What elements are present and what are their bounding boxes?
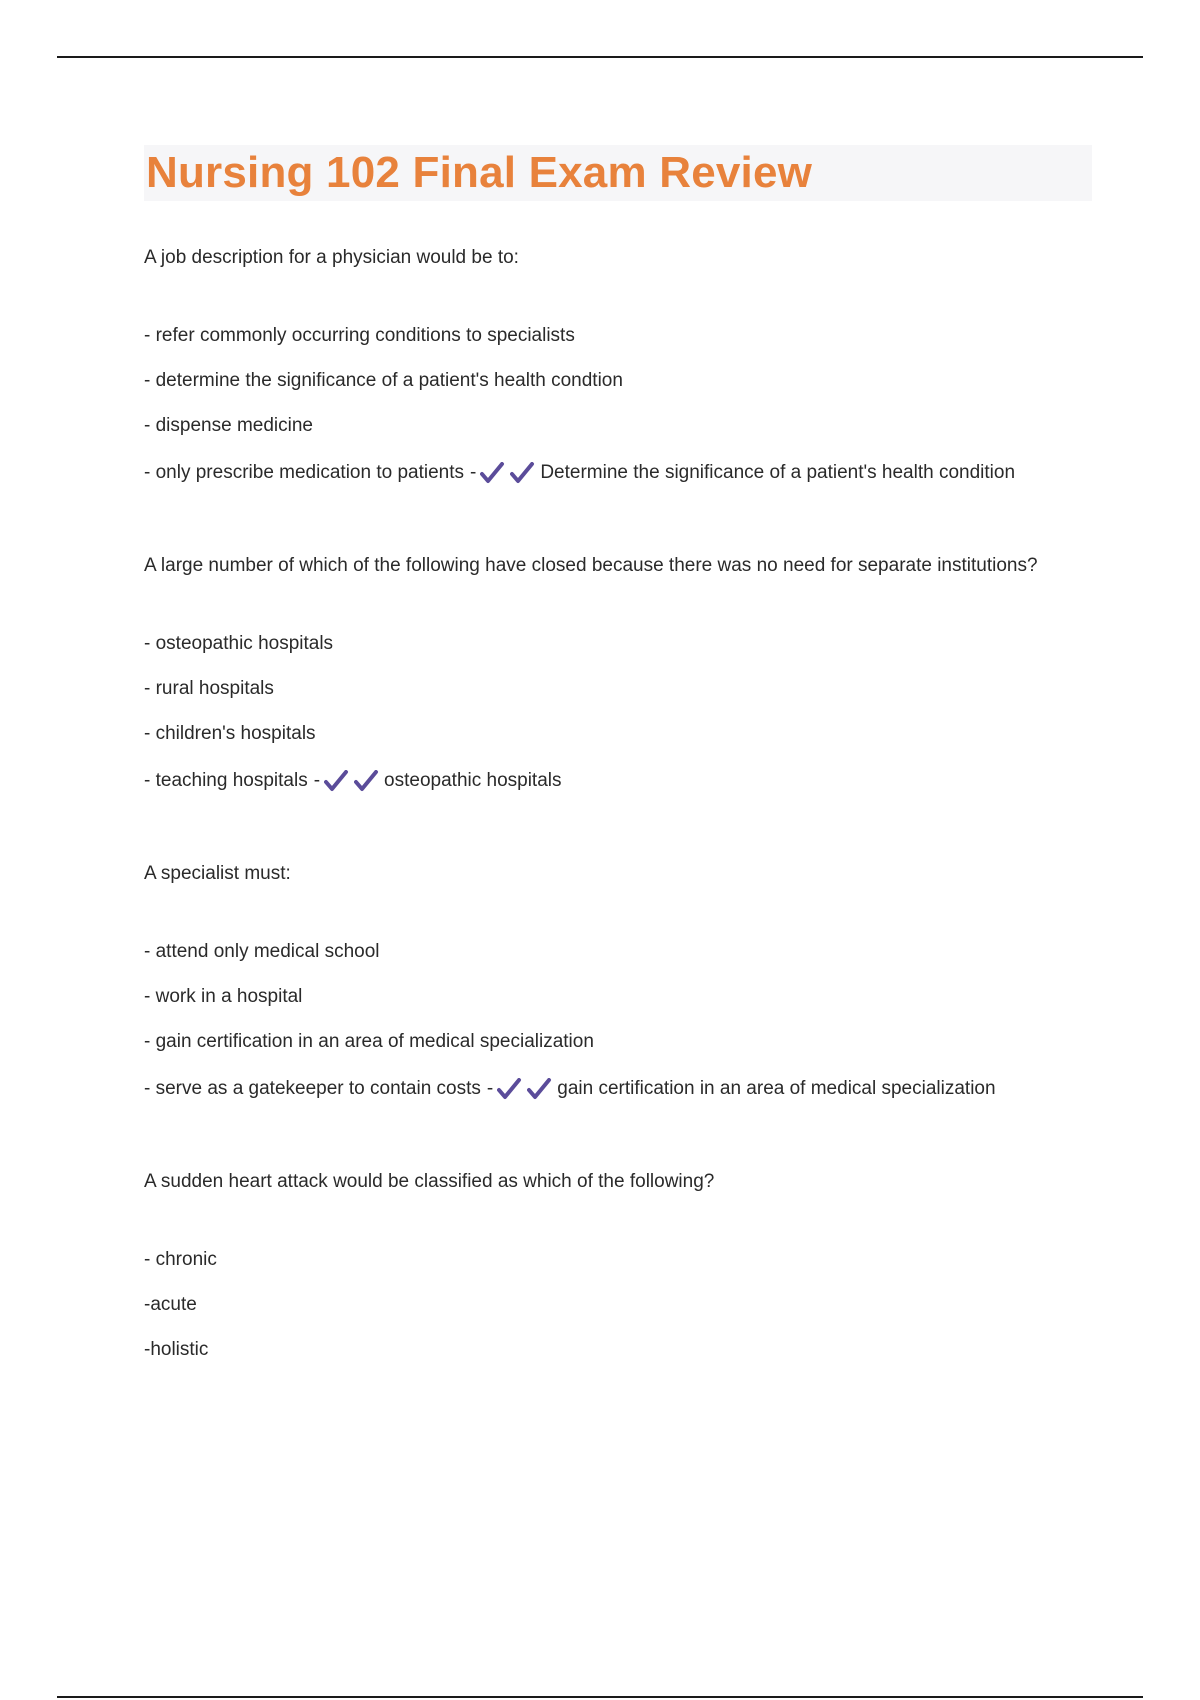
top-rule [57, 56, 1143, 58]
answer-option: -holistic [144, 1339, 209, 1360]
separator: - [470, 462, 477, 483]
answer-option: - rural hospitals [144, 678, 274, 699]
document-body [144, 145, 1092, 1384]
page-title: Nursing 102 Final Exam Review [146, 148, 813, 197]
answer-option: - work in a hospital [144, 986, 303, 1007]
correct-answer: Determine the significance of a patient's health condition [540, 462, 1016, 483]
answer-option: - determine the significance of a patient's health condtion [144, 370, 623, 391]
answer-option: - refer commonly occurring conditions to specialists [144, 325, 575, 346]
separator: - [486, 1078, 494, 1099]
checkmark-icon [324, 770, 350, 792]
answer-option: - only prescribe medication to patients [144, 462, 464, 483]
checkmark-icon [527, 1078, 553, 1100]
answer-option: - gain certification in an area of medical specialization [144, 1031, 594, 1052]
separator: - [313, 770, 321, 791]
question-block-3 [144, 859, 1092, 1100]
answer-row [144, 462, 1092, 484]
checkmark-icon [497, 1078, 523, 1100]
answer-option: - attend only medical school [144, 941, 380, 962]
correct-answer: osteopathic hospitals [384, 770, 562, 791]
question-text: A large number of which of the following have closed because there was no need for separate institutions? [144, 555, 1038, 576]
checkmark-icon [510, 462, 536, 484]
answer-row [144, 1078, 1092, 1100]
answer-option: - osteopathic hospitals [144, 633, 334, 654]
question-text: A specialist must: [144, 863, 291, 884]
checkmark-icon [480, 462, 506, 484]
question-block-4 [144, 1167, 1092, 1384]
answer-option: - chronic [144, 1249, 217, 1270]
correct-answer: gain certification in an area of medical specialization [557, 1078, 996, 1099]
answer-row [144, 770, 1092, 792]
answer-option: - teaching hospitals [144, 770, 308, 791]
checkmark-icon [354, 770, 380, 792]
question-block-1 [144, 243, 1092, 484]
question-text: A sudden heart attack would be classified as which of the following? [144, 1171, 715, 1192]
bottom-rule [57, 1696, 1143, 1698]
question-text: A job description for a physician would be to: [144, 247, 519, 268]
answer-option: - serve as a gatekeeper to contain costs [144, 1078, 481, 1099]
title-banner [144, 145, 1092, 201]
answer-option: -acute [144, 1294, 197, 1315]
answer-option: - dispense medicine [144, 415, 313, 436]
answer-option: - children's hospitals [144, 723, 316, 744]
question-block-2 [144, 551, 1092, 792]
